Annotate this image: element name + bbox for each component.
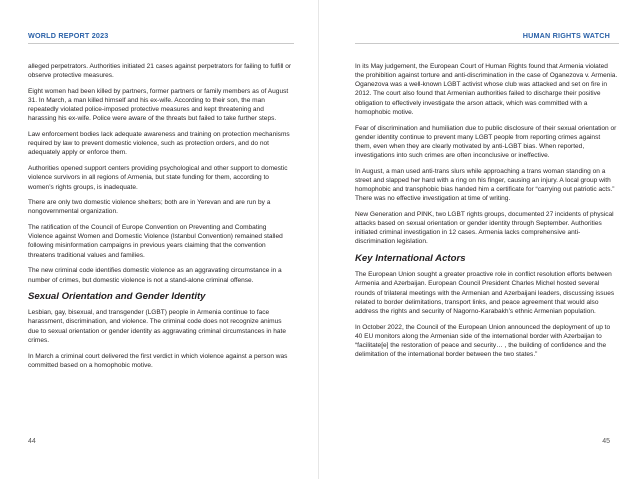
paragraph: In August, a man used anti-trans slurs while approaching a trans woman standing on a street and slapped her hard with a ring on his finger, causing an injury. A local group with homophobic and transphobic bias handed him a certificate for “carrying out patriotic acts.” There was no effective investigation at time of writing. — [355, 167, 615, 203]
paragraph: The ratification of the Council of Europe Convention on Preventing and Combating Violence against Women and Domestic Violence (Istanbul Convention) remained stalled following misinformation campaigns in previous years claiming that the convention threatens traditional values and families. — [28, 224, 283, 259]
paragraph: In March a criminal court delivered the first verdict in which violence against a person was committed based on a homophobic motive. — [28, 352, 288, 369]
paragraph: Law enforcement bodies lack adequate awareness and training on protection mechanisms required by law to prevent domestic violence, such as protection orders, and do not adequately apply or enforce them. — [28, 131, 290, 157]
paragraph: In October 2022, the Council of the European Union announced the deployment of up to 40 EU monitors along the Armenian side of the international border with Azerbaijan to “facilitate[e] the restoration of peace and security… , the building of confidence and the delimitation of the international border between the two states.” — [355, 323, 611, 359]
paragraph: Eight women had been killed by partners, former partners or family members as of August 31. In March, a man killed himself and his ex-wife. According to their son, the man repeatedly violated police-imposed protective measures and kept threatening and harassing his ex-wife. Police were aware of the threats but failed to take further steps. — [28, 87, 289, 123]
right-page-number: 45 — [602, 438, 610, 445]
right-header-rule — [355, 43, 619, 44]
paragraph: In its May judgement, the European Court of Human Rights found that Armenia violated the prohibition against torture and anti-discrimination in the case of Oganezova v. Armenia. Oganezova was a well-known LGBT activist whose club was attacked and set on fire in 2012. The court also found that Armenian authorities failed to discharge their positive obligation to effectively investigate the arson attack, which was committed with a homophobic motive. — [355, 63, 618, 116]
left-header-rule — [28, 43, 294, 44]
paragraph: New Generation and PINK, two LGBT rights groups, documented 27 incidents of physical attacks based on sexual orientation or gender identity through September. Authorities initiated criminal investigation in 12 cases. Armenia lacks comprehensive anti-discrimination legislation. — [355, 210, 614, 246]
paragraph: Fear of discrimination and humiliation due to public disclosure of their sexual orientation or gender identity continue to prevent many LGBT people from reporting crimes against them, even when they are clearly motivated by anti-LGBT bias. When reported, investigations into such crimes are often inconclusive or ineffective. — [355, 124, 617, 159]
right-running-head: HUMAN RIGHTS WATCH — [522, 31, 610, 40]
right-page — [319, 0, 638, 479]
paragraph: There are only two domestic violence shelters; both are in Yerevan and are run by a nongovernmental organization. — [28, 199, 271, 216]
paragraph: The new criminal code identifies domestic violence as an aggravating circumstance in a number of crimes, but domestic violence is not a stand-alone criminal offense. — [28, 267, 282, 284]
section-heading: Sexual Orientation and Gender Identity — [28, 291, 206, 303]
right-body-text — [355, 62, 618, 366]
paragraph: Lesbian, gay, bisexual, and transgender (LGBT) people in Armenia continue to face harassment, discrimination, and violence. The criminal code does not recognize animus due to sexual orientation or gender identity as aggravating criminal circumstances in hate crimes. — [28, 309, 287, 344]
left-running-head: WORLD REPORT 2023 — [28, 31, 109, 40]
paragraph: Authorities opened support centers providing psychological and other support to domestic violence survivors in all regions of Armenia, but state funding for them, according to women’s rights groups, is inadequate. — [28, 165, 288, 191]
left-body-text — [28, 62, 292, 376]
paragraph: alleged perpetrators. Authorities initiated 21 cases against perpetrators for failing to fulfill or observe protective measures. — [28, 63, 292, 80]
section-heading: Key International Actors — [355, 253, 466, 265]
left-page-number: 44 — [28, 438, 36, 445]
paragraph: The European Union sought a greater proactive role in conflict resolution efforts between Armenia and Azerbaijan. European Council President Charles Michel hosted several rounds of trilateral meetings with the Armenian and Azerbaijani leaders, discussing issues related to border delimitations, transport links, and peace agreement that would also address the rights and security of Nagorno-Karabakh’s ethnic Armenian population. — [355, 271, 615, 315]
